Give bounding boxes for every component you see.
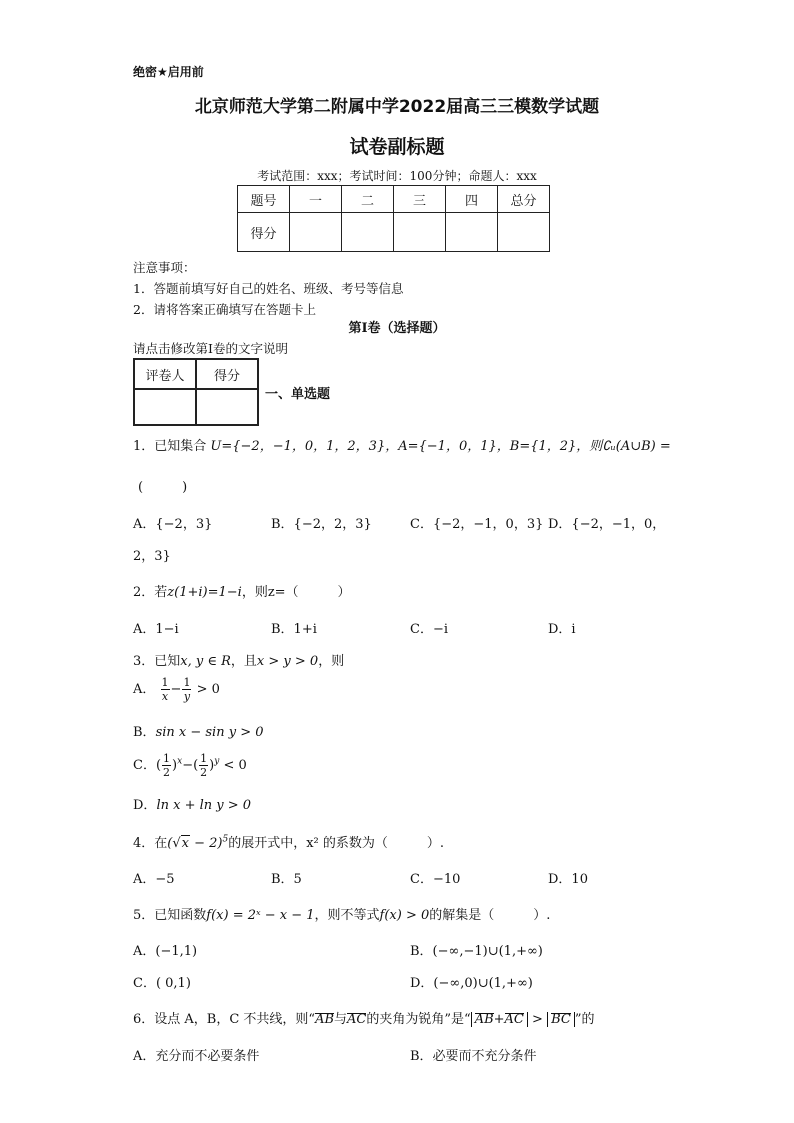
- score-header-cell: 一: [290, 186, 342, 213]
- q4-option-b[interactable]: B．5: [271, 872, 302, 887]
- q3-option-d[interactable]: [133, 794, 251, 813]
- q2-tail: ，则z=（ ）: [241, 585, 351, 600]
- volume-hint[interactable]: 请点击修改第I卷的文字说明: [133, 341, 288, 356]
- q1-option-d-continued: 2，3}: [133, 549, 171, 564]
- q4-tail: 的展开式中，x² 的系数为（ ）.: [228, 836, 445, 851]
- q3-expr-2: x > y > 0: [256, 654, 319, 669]
- q3-option-c[interactable]: C．( $\frac{1}{2}$ )$^x$−( $\frac{1}{2}$ )$^y$ < 0: [133, 752, 247, 779]
- q1-answer-bracket: ( ): [138, 480, 188, 495]
- q3-tail: ，则: [318, 654, 345, 669]
- q5-option-c[interactable]: C．( 0,1): [133, 976, 191, 991]
- q6-with: 与: [334, 1012, 348, 1027]
- vector-ab: AB: [315, 1012, 335, 1027]
- q3-option-b-expr: sin x − sin y > 0: [155, 725, 264, 740]
- score-input-cell[interactable]: [342, 213, 394, 252]
- q2-number: 2．若: [133, 585, 168, 600]
- q6-text: 的夹角为锐角”是“: [366, 1012, 471, 1027]
- exam-subtitle: 试卷副标题: [349, 136, 445, 158]
- fraction: $\frac{1}{2}$: [163, 752, 171, 779]
- q1-set-u: U={−2，−1，0，1，2，3}，: [210, 439, 399, 454]
- q1-number: 1．已知集合: [133, 439, 207, 454]
- q6-option-b[interactable]: B．必要而不充分条件: [410, 1049, 537, 1064]
- fraction: $\frac{1}{x}$: [161, 676, 169, 703]
- q5-tail: 的解集是（ ）.: [429, 908, 551, 923]
- q1-option-c[interactable]: C．{−2，−1，0，3}: [410, 517, 544, 532]
- q6-number: 6．设点 A，B，C 不共线，则“: [133, 1012, 316, 1027]
- section-title: 一、单选题: [265, 387, 331, 402]
- q3-option-a-label: A．: [133, 682, 156, 697]
- q5-option-b[interactable]: B．(−∞,−1)∪(1,+∞): [410, 944, 543, 959]
- q1-set-b: B={1，2}，则: [509, 439, 603, 454]
- question-1-stem: [133, 435, 671, 454]
- fraction: $\frac{1}{2}$: [200, 752, 208, 779]
- q1-option-b[interactable]: B．{−2，2，3}: [271, 517, 372, 532]
- q3-option-b[interactable]: [133, 721, 264, 740]
- vector-ac: AC: [347, 1012, 367, 1027]
- q4-option-c[interactable]: C．−10: [410, 872, 461, 887]
- question-5-stem: [133, 904, 550, 923]
- q2-option-b[interactable]: B．1+i: [271, 622, 317, 637]
- q3-option-a-tail: > 0: [192, 682, 220, 697]
- q3-option-c-label: C．: [133, 758, 156, 773]
- grader-input-cell[interactable]: [134, 389, 196, 425]
- score-table: [237, 185, 550, 252]
- exam-info: 考试范围：xxx；考试时间：100分钟；命题人：xxx: [257, 169, 537, 183]
- notes-block: [133, 257, 653, 320]
- confidential-label: 绝密★启用前: [133, 65, 204, 79]
- volume-title: 第I卷（选择题）: [348, 321, 446, 336]
- q3-text: ，且: [230, 654, 257, 669]
- q1-option-d[interactable]: D．{−2，−1，0，: [548, 517, 666, 532]
- score-input-cell[interactable]: [394, 213, 446, 252]
- score-input-cell[interactable]: [446, 213, 498, 252]
- score-header-cell: 题号: [238, 186, 290, 213]
- q3-option-b-label: B．: [133, 725, 156, 740]
- question-6-stem: [133, 1008, 594, 1027]
- q2-option-a[interactable]: A．1−i: [133, 622, 179, 637]
- q1-set-a: A={−1，0，1}，: [398, 439, 510, 454]
- q3-option-a[interactable]: A． $\frac{1}{x}$ − $\frac{1}{y}$ > 0: [133, 676, 220, 703]
- q4-binomial: $(√x - 2)^5$: [167, 834, 229, 851]
- q1-expression: ∁ᵤ(A∪B) =: [602, 439, 671, 454]
- q4-number: 4．在: [133, 836, 168, 851]
- score-row-label: 得分: [238, 213, 290, 252]
- q5-option-a[interactable]: A．(−1,1): [133, 944, 198, 959]
- fraction: $\frac{1}{y}$: [183, 676, 191, 703]
- q6-option-a[interactable]: A．充分而不必要条件: [133, 1049, 260, 1064]
- score-header-cell: 三: [394, 186, 446, 213]
- q6-gt: >: [527, 1012, 548, 1027]
- q6-tail: ”的: [574, 1012, 595, 1027]
- q5-number: 5．已知函数: [133, 908, 207, 923]
- q3-option-c-tail: < 0: [219, 758, 247, 773]
- score-input-cell[interactable]: [498, 213, 550, 252]
- question-3-stem: [133, 650, 344, 669]
- q4-option-a[interactable]: A．−5: [133, 872, 175, 887]
- score-input-cell[interactable]: [196, 389, 258, 425]
- q5-inequality: f(x) > 0: [379, 908, 430, 923]
- score-header-cell: 二: [342, 186, 394, 213]
- notes-heading: 注意事项：: [133, 260, 196, 275]
- score-header-cell: 总分: [498, 186, 550, 213]
- q2-expression: z(1+i)=1−i: [167, 585, 242, 600]
- question-4-stem: [133, 832, 444, 851]
- question-2-stem: [133, 581, 351, 600]
- q3-expr-1: x, y ∈ R: [180, 654, 231, 669]
- q2-option-d[interactable]: D．i: [548, 622, 576, 637]
- grader-header: 评卷人: [134, 359, 196, 389]
- q5-option-d[interactable]: D．(−∞,0)∪(1,+∞): [410, 976, 533, 991]
- q3-option-d-expr: ln x + ln y > 0: [156, 798, 252, 813]
- vector-sum-magnitude: AB+AC: [471, 1012, 528, 1027]
- q3-option-d-label: D．: [133, 798, 157, 813]
- exam-title: 北京师范大学第二附属中学2022届高三三模数学试题: [194, 97, 600, 117]
- score-header: 得分: [196, 359, 258, 389]
- q5-function: f(x) = 2ˣ − x − 1: [206, 908, 315, 923]
- note-item: 1．答题前填写好自己的姓名、班级、考号等信息: [133, 281, 404, 296]
- q2-option-c[interactable]: C．−i: [410, 622, 448, 637]
- q4-option-d[interactable]: D．10: [548, 872, 588, 887]
- note-item: 2．请将答案正确填写在答题卡上: [133, 302, 316, 317]
- q3-number: 3．已知: [133, 654, 181, 669]
- q5-text: ，则不等式: [314, 908, 380, 923]
- score-input-cell[interactable]: [290, 213, 342, 252]
- score-header-cell: 四: [446, 186, 498, 213]
- vector-bc-magnitude: BC: [547, 1012, 575, 1027]
- grader-table: [133, 358, 259, 426]
- q1-option-a[interactable]: A．{−2，3}: [133, 517, 213, 532]
